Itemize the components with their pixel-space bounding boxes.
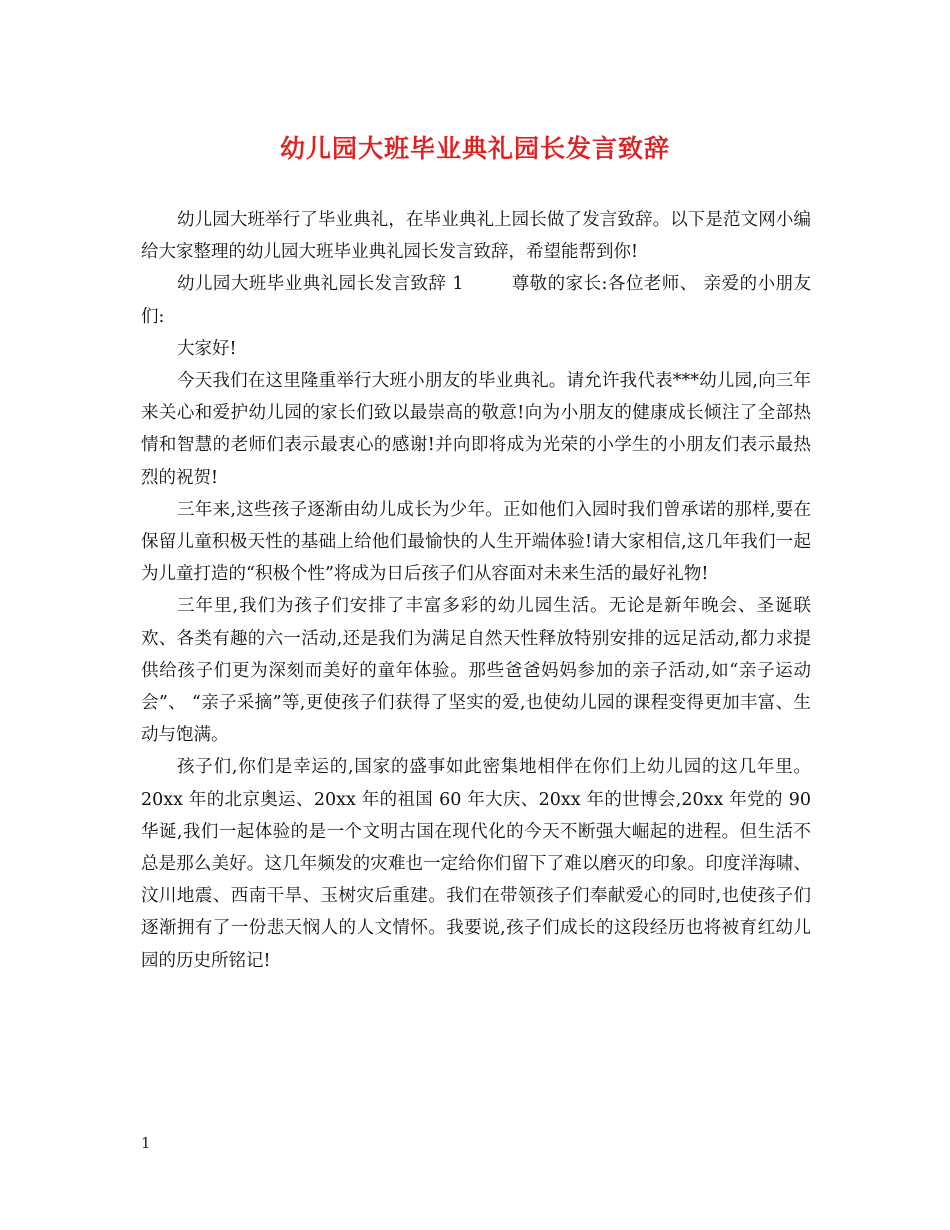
paragraph-greeting: 大家好! — [177, 338, 237, 359]
page-number: 1 — [141, 1134, 151, 1152]
paragraph-ceremony: 今天我们在这里隆重举行大班小朋友的毕业典礼。请允许我代表***幼儿园,向三年来关心和爱护幼儿园的家长们致以最崇高的敬意!向为小朋友的健康成长倾注了全部热情和智慧的老师们表示最衷心的感谢!并向即将成为光荣的小学生的小朋友们表示最热烈的祝贺! — [141, 371, 811, 488]
paragraph-speech-heading: 幼儿园大班毕业典礼园长发言致辞 1 尊敬的家长:各位老师、 亲爱的小朋友们: — [141, 274, 811, 327]
document-body — [141, 204, 811, 977]
document-title: 幼儿园大班毕业典礼园长发言致辞 — [279, 134, 670, 163]
paragraph-activities: 三年里,我们为孩子们安排了丰富多彩的幼儿园生活。无论是新年晚会、圣诞联欢、各类有趣的六一活动,还是我们为满足自然天性释放特别安排的远足活动,都力求提供给孩子们更为深刻而美好的童年体验。那些爸爸妈妈参加的亲子活动,如“亲子运动会”、 “亲子采摘”等,更使孩子们获得了坚实的爱,也使幼儿园的课程变得更加丰富、生动与饱满。 — [141, 596, 811, 746]
paragraph-events: 孩子们,你们是幸运的,国家的盛事如此密集地相伴在你们上幼儿园的这几年里。20xx 年的北京奥运、20xx 年的祖国 60 年大庆、20xx 年的世博会,20xx 年党的 90 华诞,我们一起体验的是一个文明古国在现代化的今天不断强大崛起的进程。但生活不总是那么美好。这几年频发的灾难也一定给你们留下了难以磨灭的印象。印度洋海啸、汶川地震、西南干旱、玉树灾后重建。我们在带领孩子们奉献爱心的同时,也使孩子们逐渐拥有了一份悲天悯人的人文情怀。我要说,孩子们成长的这段经历也将被育红幼儿园的历史所铭记! — [141, 757, 811, 971]
paragraph-intro: 幼儿园大班举行了毕业典礼，在毕业典礼上园长做了发言致辞。以下是范文网小编给大家整理的幼儿园大班毕业典礼园长发言致辞，希望能帮到你! — [141, 210, 811, 263]
paragraph-three-years: 三年来,这些孩子逐渐由幼儿成长为少年。正如他们入园时我们曾承诺的那样,要在保留儿童积极天性的基础上给他们最愉快的人生开端体验!请大家相信,这几年我们一起为儿童打造的“积极个性”将成为日后孩子们从容面对未来生活的最好礼物! — [141, 499, 811, 585]
